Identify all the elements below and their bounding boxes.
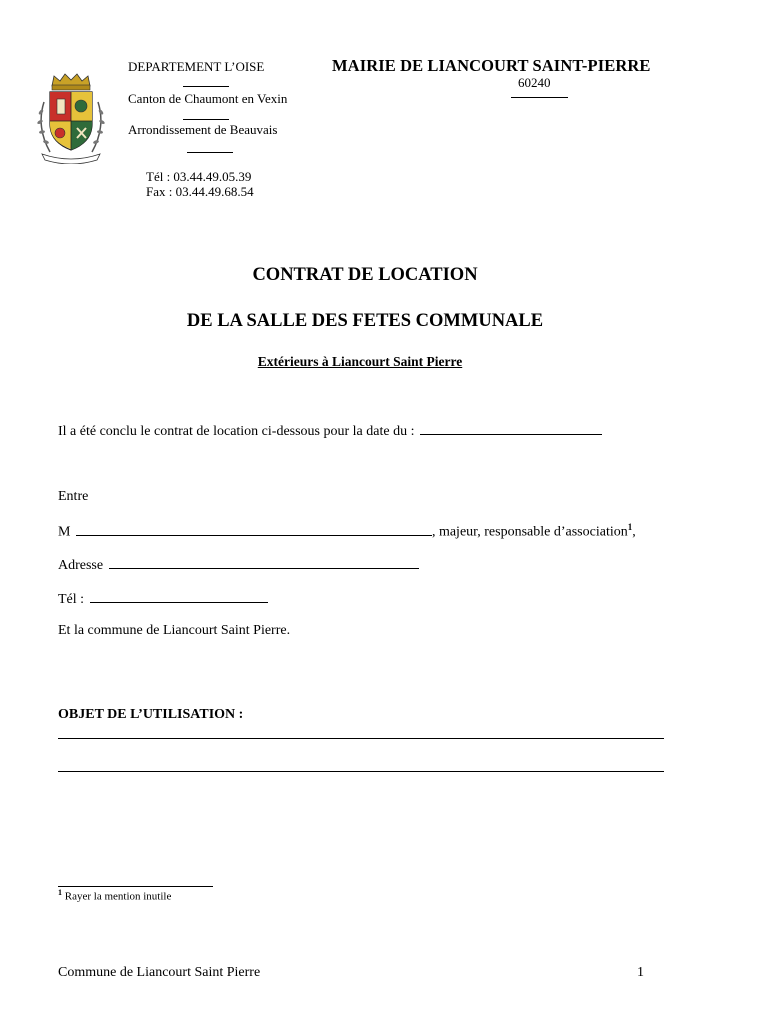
renter-name-line (58, 522, 636, 541)
trailing-comma: , (632, 524, 636, 540)
location-subtitle: Extérieurs à Liancourt Saint Pierre (257, 354, 463, 369)
department-label: DEPARTEMENT L’OISE (128, 59, 265, 74)
footnote-number: 1 (58, 888, 62, 897)
phone-number: Tél : 03.44.49.05.39 (146, 169, 252, 184)
separator-dash (183, 86, 229, 87)
object-field-line-1[interactable] (58, 738, 664, 739)
address-label: Adresse (58, 558, 104, 573)
footnote (58, 888, 171, 903)
footnote-separator (58, 886, 213, 887)
renter-name-field[interactable] (76, 523, 432, 536)
contract-subtitle: DE LA SALLE DES FETES COMMUNALE (186, 311, 544, 331)
tel-label: Tél : (58, 592, 85, 607)
coat-of-arms-logo (34, 72, 108, 164)
object-field-line-2[interactable] (58, 771, 664, 772)
fax-number: Fax : 03.44.49.68.54 (146, 184, 254, 199)
commune-sentence: Et la commune de Liancourt Saint Pierre. (58, 623, 291, 638)
intro-text: Il a été conclu le contrat de location ci-dessous pour la date du : (58, 424, 415, 439)
arrondissement-label: Arrondissement de Beauvais (128, 122, 278, 137)
separator-dash (511, 97, 568, 98)
tel-field[interactable] (90, 590, 268, 603)
renter-role-text: , majeur, responsable d’association (431, 524, 628, 540)
separator-dash (187, 152, 233, 153)
footnote-ref: 1 (627, 522, 633, 532)
between-label: Entre (58, 489, 89, 504)
footnote-text: Rayer la mention inutile (64, 890, 172, 903)
mairie-title: MAIRIE DE LIANCOURT SAINT-PIERRE (332, 56, 651, 75)
postal-code: 60240 (518, 75, 551, 90)
intro-sentence (58, 422, 602, 440)
address-field[interactable] (109, 556, 419, 569)
canton-label: Canton de Chaumont en Vexin (128, 91, 288, 106)
tel-line (58, 590, 268, 608)
address-line (58, 556, 419, 574)
footer-commune: Commune de Liancourt Saint Pierre (58, 965, 261, 980)
page-number: 1 (637, 965, 644, 980)
separator-dash (183, 119, 229, 120)
contract-title: CONTRAT DE LOCATION (252, 265, 478, 285)
m-label: M (58, 524, 71, 540)
date-field[interactable] (420, 422, 602, 435)
object-heading: OBJET DE L’UTILISATION : (58, 707, 244, 722)
